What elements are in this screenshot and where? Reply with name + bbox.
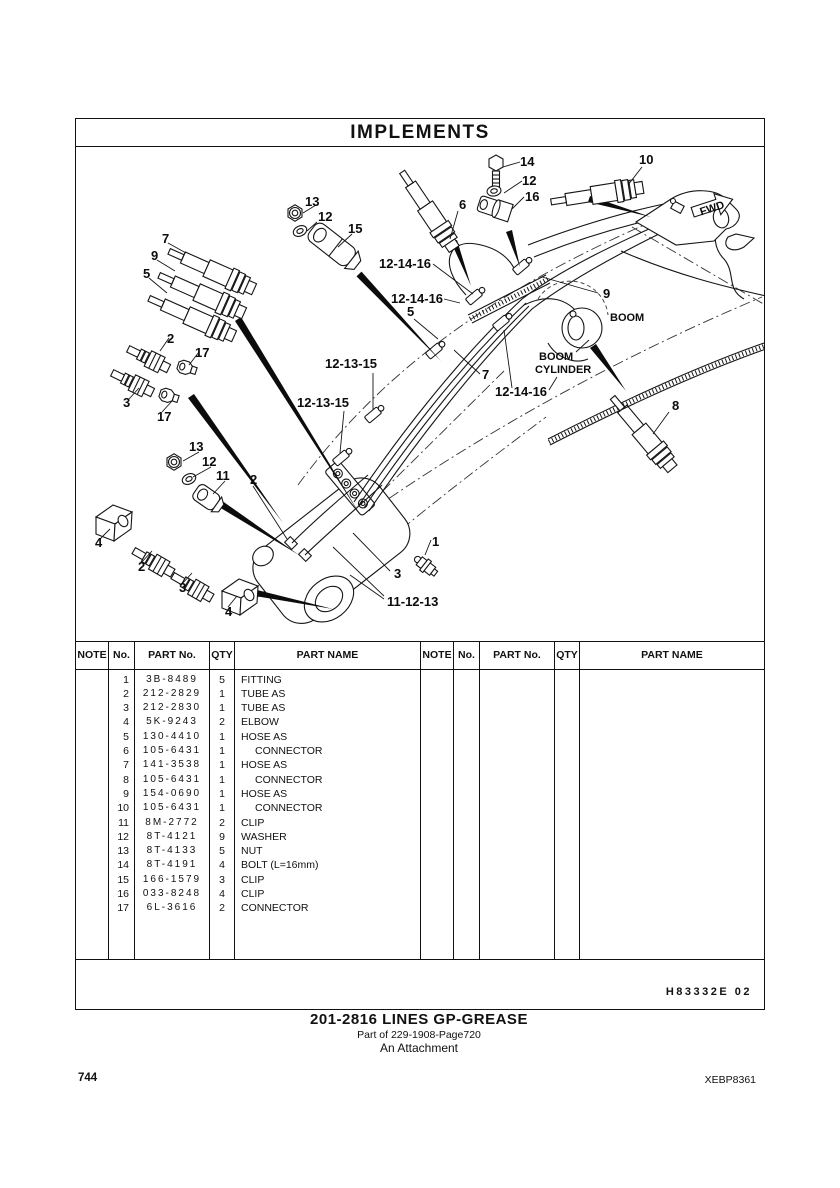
- table-cell-note: [76, 787, 108, 801]
- table-cell-name: CLIP: [241, 816, 265, 829]
- table-cell-note: [76, 801, 108, 815]
- table-cell-name: TUBE AS: [241, 687, 286, 700]
- parts-table-footer: [76, 960, 764, 1009]
- table-cell-part: 105-6431: [142, 745, 202, 757]
- table-cell-name: BOLT (L=16mm): [241, 859, 319, 872]
- diagram-callout: 3: [179, 580, 187, 595]
- table-cell-qty: 5: [219, 845, 225, 858]
- table-cell-qty: 1: [219, 802, 225, 815]
- table-cell-no: 3: [123, 702, 129, 715]
- table-cell-qty: 1: [219, 730, 225, 743]
- table-cell-qty: 1: [219, 759, 225, 772]
- table-cell-qty: 9: [219, 830, 225, 843]
- column-header: PART No.: [135, 642, 210, 669]
- table-cell-note: [76, 715, 108, 729]
- diagram-callout: 15: [348, 221, 363, 236]
- connector-17b: [158, 387, 180, 405]
- figure-reference: Part of 229-1908-Page720: [357, 1029, 481, 1041]
- table-cell-note: [76, 730, 108, 744]
- table-cell-note: [76, 858, 108, 872]
- table-cell-note: [76, 816, 108, 830]
- table-cell-note: [76, 687, 108, 701]
- table-cell-note: [76, 758, 108, 772]
- table-cell-note: [76, 901, 108, 915]
- diagram-callout: 12: [202, 454, 217, 469]
- parts-table-body: [76, 670, 764, 960]
- figure-note: An Attachment: [379, 1041, 459, 1055]
- column-header: PART NAME: [641, 649, 703, 662]
- table-column-name: [580, 670, 764, 959]
- document-code: XEBP8361: [704, 1074, 756, 1086]
- diagram-callout: 12-13-15: [325, 356, 378, 371]
- diagram-callout: 4: [95, 535, 103, 550]
- diagram-callout: 8: [672, 398, 680, 413]
- table-cell-note: [76, 773, 108, 787]
- diagram-callout: BOOM: [610, 312, 645, 324]
- page-title: [76, 119, 764, 147]
- table-column-part: [480, 670, 555, 959]
- table-cell-part: 8T-4133: [146, 845, 198, 857]
- table-cell-no: 9: [123, 787, 129, 800]
- table-cell-name: CONNECTOR: [241, 902, 309, 915]
- page-title-text: IMPLEMENTS: [350, 121, 490, 143]
- table-cell-note: [76, 887, 108, 901]
- table-cell-note: [76, 701, 108, 715]
- table-cell-part: 033-8248: [142, 888, 202, 900]
- table-cell-part: 5K-9243: [146, 716, 198, 728]
- diagram-callout: 3: [123, 395, 131, 410]
- clip-11: [191, 483, 227, 516]
- table-column-qty: [555, 670, 580, 959]
- diagram-callout: 7: [162, 231, 170, 246]
- nut-13a: [288, 205, 302, 221]
- table-cell-qty: 1: [219, 773, 225, 786]
- column-header: QTY: [555, 642, 580, 669]
- diagram-callout: 17: [195, 345, 210, 360]
- exploded-diagram: [76, 147, 764, 640]
- diagram-callout: 7: [482, 367, 490, 382]
- table-cell-qty: 1: [219, 745, 225, 758]
- table-column-name: [235, 670, 421, 959]
- table-cell-note: [76, 744, 108, 758]
- table-cell-name: TUBE AS: [241, 702, 286, 715]
- table-cell-name: HOSE AS: [241, 787, 288, 800]
- diagram-callout: 13: [305, 194, 320, 209]
- table-cell-name: ELBOW: [241, 716, 279, 729]
- table-cell-name: FITTING: [241, 673, 282, 686]
- diagram-callout: 9: [151, 248, 159, 263]
- table-cell-name: WASHER: [241, 830, 287, 843]
- table-cell-note: [76, 830, 108, 844]
- diagram-callout: 12: [318, 209, 333, 224]
- table-cell-no: 13: [117, 845, 129, 858]
- table-cell-no: 12: [117, 830, 129, 843]
- diagram-callout: 10: [639, 152, 654, 167]
- bolt-14: [489, 155, 503, 187]
- table-cell-name: CONNECTOR: [255, 773, 323, 786]
- table-cell-no: 8: [123, 773, 129, 786]
- table-cell-no: 4: [123, 716, 129, 729]
- diagram-callout: 14: [520, 154, 535, 169]
- table-cell-no: 7: [123, 759, 129, 772]
- table-cell-name: CONNECTOR: [255, 802, 323, 815]
- table-cell-no: 11: [118, 816, 129, 829]
- diagram-callout: 1: [432, 534, 440, 549]
- table-cell-part: 6L-3616: [146, 902, 198, 914]
- boom-tip-plate: [636, 191, 754, 250]
- table-cell-part: 212-2829: [142, 687, 202, 699]
- drawing-frame: [75, 118, 765, 1010]
- diagram-callout: CYLINDER: [535, 364, 592, 376]
- diagram-callout: 2: [138, 559, 146, 574]
- column-header: PART No.: [480, 642, 555, 669]
- table-cell-part: 105-6431: [142, 773, 202, 785]
- table-cell-part: 154-0690: [142, 787, 202, 799]
- diagram-callout: 6: [459, 197, 467, 212]
- table-column-qty: [210, 670, 235, 959]
- parts-table: [76, 641, 764, 1009]
- table-cell-part: 141-3538: [142, 759, 202, 771]
- diagram-callout: 9: [603, 286, 611, 301]
- table-cell-name: HOSE AS: [241, 730, 288, 743]
- column-header: NOTE: [421, 642, 454, 669]
- table-cell-qty: 3: [219, 873, 225, 886]
- diagram-callout: 3: [394, 566, 402, 581]
- table-cell-no: 5: [123, 730, 129, 743]
- table-cell-name: CONNECTOR: [255, 745, 323, 758]
- figure-title: 201-2816 LINES GP-GREASE: [310, 1011, 528, 1028]
- column-header: PART NAME: [235, 642, 421, 669]
- table-cell-no: 1: [123, 673, 129, 686]
- table-cell-qty: 1: [219, 787, 225, 800]
- table-cell-qty: 2: [219, 716, 225, 729]
- diagram-callout: 5: [143, 266, 151, 281]
- diagram-callout: 4: [225, 604, 233, 619]
- table-cell-name: NUT: [241, 845, 263, 858]
- diagram-callout: 11-12-13: [387, 594, 439, 609]
- grease-fitting-1: [411, 552, 440, 579]
- tube-fitting-2b: [130, 543, 177, 580]
- column-header: No.: [109, 642, 135, 669]
- column-header: QTY: [210, 642, 235, 669]
- nut-13b: [167, 454, 181, 470]
- page-number: 744: [78, 1072, 98, 1084]
- hose-assembly-6: [393, 166, 463, 255]
- table-cell-part: 8M-2772: [145, 816, 199, 828]
- figure-caption: [75, 1011, 763, 1055]
- table-cell-no: 14: [117, 859, 129, 872]
- diagram-callout: 11: [216, 468, 230, 483]
- table-cell-name: HOSE AS: [241, 759, 288, 772]
- table-cell-part: 212-2830: [142, 702, 202, 714]
- diagram-callout: 16: [525, 189, 540, 204]
- table-cell-qty: 4: [219, 888, 225, 901]
- diagram-labels: [95, 152, 726, 619]
- table-cell-no: 6: [123, 745, 129, 758]
- table-cell-part: 166-1579: [142, 873, 202, 885]
- table-column-note: [421, 670, 454, 959]
- diagram-callout: BOOM: [539, 351, 574, 363]
- table-cell-qty: 4: [219, 859, 225, 872]
- table-cell-note: [76, 844, 108, 858]
- table-column-part: [135, 670, 210, 959]
- table-cell-part: 130-4410: [142, 730, 202, 742]
- table-column-no: [454, 670, 480, 959]
- diagram-callout: 5: [407, 304, 415, 319]
- table-cell-no: 2: [123, 687, 129, 700]
- table-cell-note: [76, 873, 108, 887]
- table-cell-part: 3B-8489: [146, 673, 198, 685]
- diagram-callout: 12-13-15: [297, 395, 350, 410]
- washer-12a: [292, 224, 309, 239]
- table-cell-no: 17: [117, 902, 129, 915]
- table-cell-no: 16: [117, 888, 129, 901]
- table-cell-qty: 5: [219, 673, 225, 686]
- diagram-callout: FWD: [698, 199, 727, 219]
- diagram-callout: 17: [157, 409, 172, 424]
- parts-table-header: [76, 642, 764, 670]
- washer-12c: [486, 185, 502, 197]
- table-cell-part: 8T-4121: [146, 830, 198, 842]
- table-column-no: [109, 670, 135, 959]
- connector-17a: [176, 359, 198, 377]
- washer-12b: [181, 472, 198, 487]
- table-cell-name: CLIP: [241, 873, 265, 886]
- table-cell-note: [76, 673, 108, 687]
- table-cell-name: CLIP: [241, 888, 265, 901]
- diagram-callout: 12: [522, 173, 537, 188]
- table-cell-qty: 1: [219, 702, 225, 715]
- diagram-callout: 2: [250, 472, 258, 487]
- table-cell-qty: 2: [219, 816, 225, 829]
- table-cell-qty: 1: [219, 687, 225, 700]
- column-header: No.: [454, 642, 480, 669]
- tube-fitting-3b: [169, 568, 216, 605]
- table-cell-part: 8T-4191: [146, 859, 198, 871]
- column-header: NOTE: [76, 642, 109, 669]
- table-cell-qty: 2: [219, 902, 225, 915]
- clip-16: [476, 194, 513, 221]
- drawing-number: H83332E 02: [665, 985, 752, 998]
- table-cell-no: 10: [117, 802, 129, 815]
- table-cell-no: 15: [117, 873, 129, 886]
- tube-fitting-2: [124, 341, 172, 376]
- diagram-callout: 12-14-16: [379, 256, 432, 271]
- diagram-callout: 13: [189, 439, 204, 454]
- hose-assembly-8: [604, 390, 681, 475]
- diagram-callout: 2: [167, 331, 175, 346]
- diagram-callout: 12-14-16: [495, 384, 548, 399]
- table-column-note: [76, 670, 109, 959]
- table-cell-part: 105-6431: [142, 802, 202, 814]
- diagram-callout: 12-14-16: [391, 291, 444, 306]
